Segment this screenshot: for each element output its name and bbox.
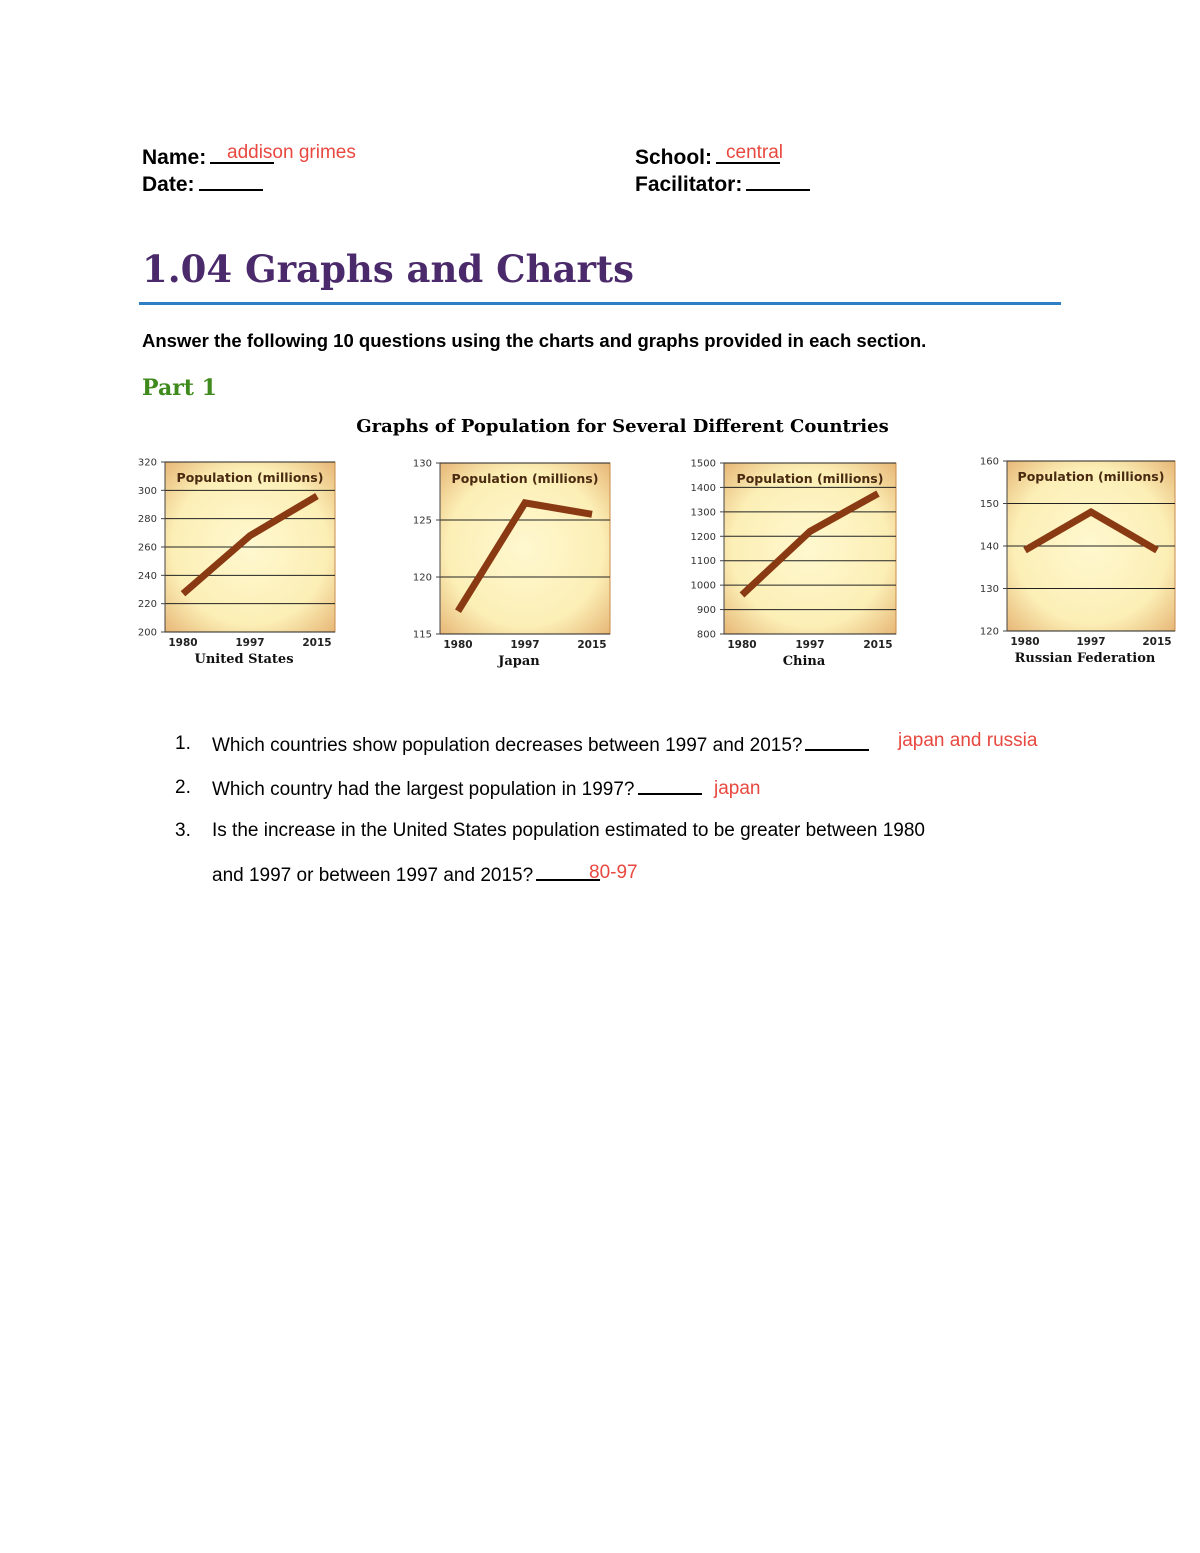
chart-inner-label: Population (millions)	[451, 471, 599, 486]
y-tick-label: 1500	[690, 458, 716, 470]
question-3-answer: 80-97	[589, 862, 638, 883]
chart-title: United States	[194, 652, 294, 667]
school-label-text: School:	[635, 146, 712, 169]
page-title: 1.04 Graphs and Charts	[142, 247, 634, 291]
x-tick-label: 1997	[1076, 636, 1106, 648]
y-tick-label: 320	[137, 457, 157, 469]
chart-title: Japan	[498, 654, 540, 669]
x-tick-label: 2015	[863, 639, 893, 651]
x-tick-label: 1980	[727, 639, 757, 651]
question-2	[212, 777, 702, 801]
chart-background	[724, 463, 896, 634]
chart-inner-label: Population (millions)	[1017, 469, 1165, 484]
question-1-blank[interactable]	[805, 733, 869, 751]
part-heading: Part 1	[142, 375, 217, 401]
y-tick-label: 800	[696, 629, 716, 641]
question-2-answer: japan	[714, 778, 761, 799]
school-answer: central	[726, 142, 784, 163]
question-3-text-2: and 1997 or between 1997 and 2015?	[212, 865, 534, 886]
x-tick-label: 1997	[510, 639, 540, 651]
y-tick-label: 280	[137, 514, 157, 526]
question-3-line-1: Is the increase in the United States population estimated to be greater between 1980	[212, 820, 925, 841]
x-tick-label: 1980	[168, 637, 198, 649]
y-tick-label: 1400	[690, 482, 716, 494]
population-charts	[0, 440, 1200, 680]
question-1-answer: japan and russia	[898, 730, 1038, 751]
y-tick-label: 115	[412, 629, 432, 641]
figure-title: Graphs of Population for Several Different Countries	[356, 416, 889, 437]
y-tick-label: 240	[137, 570, 157, 582]
question-3-number: 3.	[175, 820, 191, 841]
chart-title: China	[782, 654, 826, 669]
name-answer: addison grimes	[227, 142, 356, 163]
facilitator-blank[interactable]	[746, 172, 810, 191]
y-tick-label: 120	[412, 572, 432, 584]
y-tick-label: 1200	[690, 531, 716, 543]
facilitator-label	[635, 172, 810, 197]
y-tick-label: 1100	[690, 556, 716, 568]
y-tick-label: 130	[979, 584, 999, 595]
x-tick-label: 2015	[577, 639, 607, 651]
y-tick-label: 150	[979, 499, 999, 510]
y-tick-label: 120	[979, 626, 999, 638]
chart-0	[138, 458, 335, 668]
y-tick-label: 1000	[690, 580, 716, 592]
y-tick-label: 900	[696, 605, 716, 617]
date-blank[interactable]	[199, 172, 263, 191]
chart-title: Russian Federation	[1014, 651, 1156, 666]
question-2-text: Which country had the largest population in 1997?	[212, 779, 635, 800]
question-1-number: 1.	[175, 733, 191, 754]
x-tick-label: 1980	[1010, 636, 1040, 648]
y-tick-label: 220	[137, 599, 157, 611]
y-tick-label: 260	[137, 542, 157, 554]
question-3-line-2	[212, 863, 600, 887]
date-label	[142, 172, 263, 197]
name-label-text: Name:	[142, 146, 207, 169]
y-tick-label: 200	[137, 627, 157, 639]
y-tick-label: 1300	[690, 507, 716, 519]
x-tick-label: 1980	[443, 639, 473, 651]
y-tick-label: 130	[412, 458, 432, 470]
question-2-blank[interactable]	[638, 777, 702, 795]
y-tick-label: 125	[412, 515, 432, 527]
chart-1	[413, 459, 610, 670]
chart-background	[440, 463, 610, 634]
chart-3	[980, 457, 1175, 667]
title-rule	[139, 302, 1061, 305]
x-tick-label: 1997	[235, 637, 265, 649]
question-2-number: 2.	[175, 777, 191, 798]
chart-inner-label: Population (millions)	[176, 470, 324, 485]
chart-inner-label: Population (millions)	[736, 471, 884, 486]
y-tick-label: 140	[979, 541, 999, 553]
y-tick-label: 160	[979, 456, 999, 468]
chart-2	[691, 459, 896, 670]
instructions: Answer the following 10 questions using the charts and graphs provided in each section.	[142, 330, 927, 351]
x-tick-label: 2015	[1142, 636, 1172, 648]
question-1-text: Which countries show population decreases between 1997 and 2015?	[212, 735, 803, 756]
x-tick-label: 1997	[795, 639, 825, 651]
x-tick-label: 2015	[302, 637, 332, 649]
date-label-text: Date:	[142, 173, 195, 196]
question-1	[212, 733, 869, 757]
y-tick-label: 300	[137, 485, 157, 497]
facilitator-label-text: Facilitator:	[635, 173, 743, 196]
